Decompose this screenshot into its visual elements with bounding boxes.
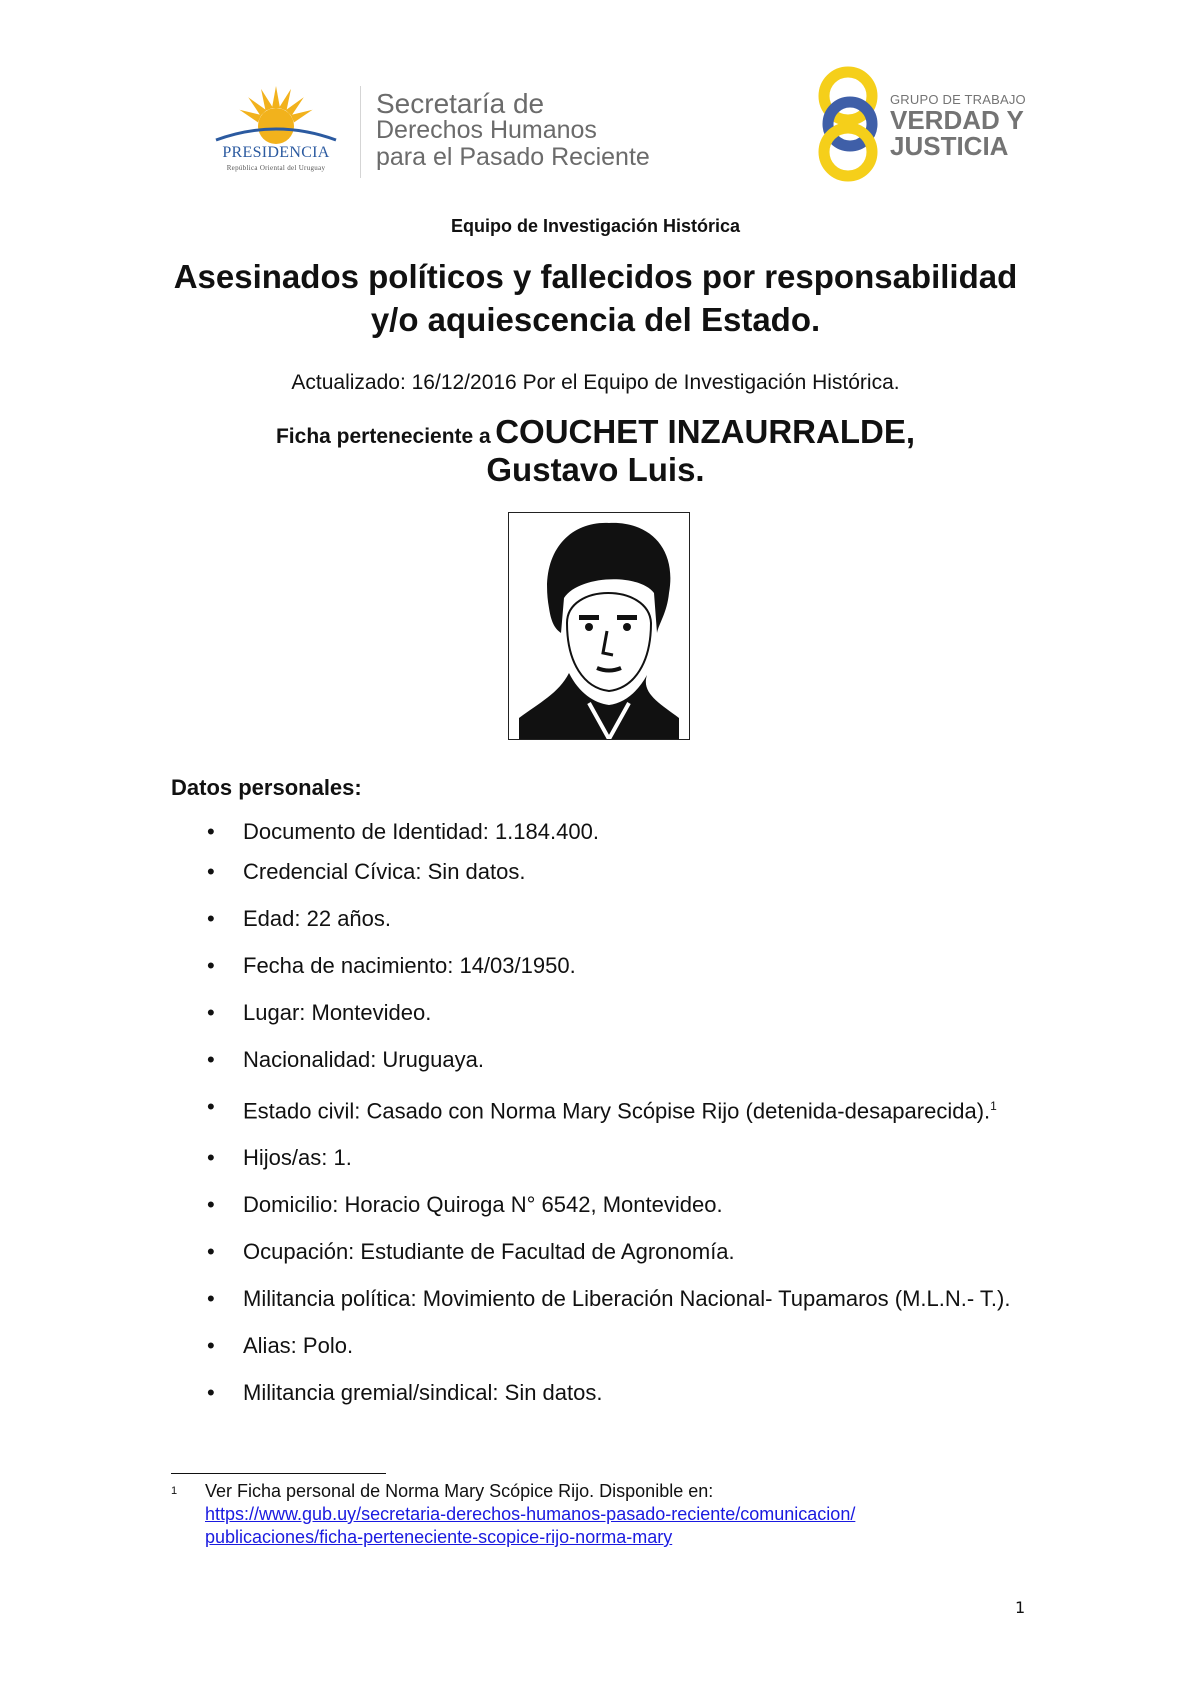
list-item-text: Alias: Polo. (243, 1333, 354, 1359)
list-item-text: Credencial Cívica: Sin datos. (243, 859, 526, 884)
page-number: 1 (1015, 1598, 1026, 1617)
list-item (207, 905, 1025, 932)
footnote-link-line2[interactable]: publicaciones/ficha-perteneciente-scopice-rijo-norma-mary (205, 1527, 673, 1547)
team-heading: Equipo de Investigación Histórica (450, 216, 741, 236)
bullet-icon: • (207, 1333, 215, 1359)
grupo-trabajo-rings-logo (812, 62, 892, 186)
list-item (207, 1046, 1025, 1073)
bullet-icon: • (207, 953, 215, 978)
footnote-ref: 1 (990, 1099, 997, 1113)
list-item (207, 1285, 1025, 1312)
portrait-photo (508, 512, 690, 740)
ficha-heading (150, 413, 1041, 489)
gt-line3: JUSTICIA (890, 131, 1009, 161)
bullet-icon: • (207, 1239, 215, 1265)
presidencia-sun-logo (196, 78, 356, 178)
bullet-icon: • (207, 1000, 215, 1025)
footnote-text: Ver Ficha personal de Norma Mary Scópice Rijo. Disponible en: (205, 1481, 714, 1501)
list-item-text: Edad: 22 años. (243, 906, 392, 931)
list-item (207, 1238, 1025, 1265)
footnote-number: 1 (171, 1485, 178, 1497)
personal-data-list (207, 818, 1025, 1419)
bullet-icon: • (207, 1145, 215, 1171)
list-item (207, 1144, 1025, 1171)
document-title: Asesinados políticos y fallecidos por responsabilidad y/o aquiescencia del Estado. (173, 258, 1018, 338)
bullet-icon: • (207, 1047, 215, 1072)
list-item-text: Militancia gremial/sindical: Sin datos. (243, 1380, 603, 1406)
bullet-icon: • (207, 859, 215, 884)
updated-line: Actualizado: 16/12/2016 Por el Equipo de Investigación Histórica. (291, 371, 900, 394)
list-item-text: Documento de Identidad: 1.184.400. (243, 819, 599, 844)
gt-line2: VERDAD Y (890, 105, 1024, 135)
list-item (207, 1093, 1025, 1124)
list-item-text: Domicilio: Horacio Quiroga N° 6542, Montevideo. (243, 1192, 723, 1218)
bullet-icon: • (207, 1286, 215, 1312)
list-item (207, 999, 1025, 1026)
bullet-icon: • (207, 819, 215, 844)
bullet-icon: • (207, 1192, 215, 1218)
header-divider (360, 86, 361, 178)
section-heading: Datos personales: (171, 775, 362, 800)
presidencia-label: PRESIDENCIA (222, 144, 330, 161)
bullet-icon: • (207, 906, 215, 931)
list-item-text: Ocupación: Estudiante de Facultad de Agronomía. (243, 1239, 735, 1265)
presidencia-sublabel: República Oriental del Uruguay (226, 164, 326, 172)
ficha-prefix: Ficha perteneciente a (275, 425, 491, 448)
secretaria-line2: Derechos Humanos (376, 116, 597, 144)
list-item (207, 818, 1025, 845)
bullet-icon: • (207, 1380, 215, 1406)
secretaria-line3: para el Pasado Reciente (376, 143, 650, 171)
list-item-text: Estado civil: Casado con Norma Mary Scópise Rijo (detenida-desaparecida). (243, 1098, 991, 1124)
footnote (171, 1480, 1026, 1549)
list-item (207, 1379, 1025, 1406)
footnote-link-line1[interactable]: https://www.gub.uy/secretaria-derechos-humanos-pasado-reciente/comunicacion/ (205, 1504, 856, 1524)
list-item-text: Fecha de nacimiento: 14/03/1950. (243, 953, 576, 978)
list-item (207, 1332, 1025, 1359)
list-item-text: Lugar: Montevideo. (243, 1000, 432, 1025)
ficha-surname: COUCHET INZAURRALDE, (495, 413, 916, 450)
gt-line1: GRUPO DE TRABAJO (890, 92, 1026, 107)
footnote-divider (171, 1473, 386, 1474)
list-item (207, 858, 1025, 885)
list-item (207, 952, 1025, 979)
list-item-text: Nacionalidad: Uruguaya. (243, 1047, 484, 1072)
secretaria-line1: Secretaría de (376, 88, 545, 119)
list-item-text: Militancia política: Movimiento de Liberación Nacional- Tupamaros (M.L.N.- T.). (243, 1286, 1011, 1312)
list-item (207, 1191, 1025, 1218)
grupo-trabajo-text (890, 92, 1026, 159)
bullet-icon: • (207, 1094, 215, 1119)
ficha-given-name: Gustavo Luis. (486, 451, 705, 488)
list-item-text: Hijos/as: 1. (243, 1145, 352, 1171)
secretaria-logo-text (376, 90, 650, 171)
